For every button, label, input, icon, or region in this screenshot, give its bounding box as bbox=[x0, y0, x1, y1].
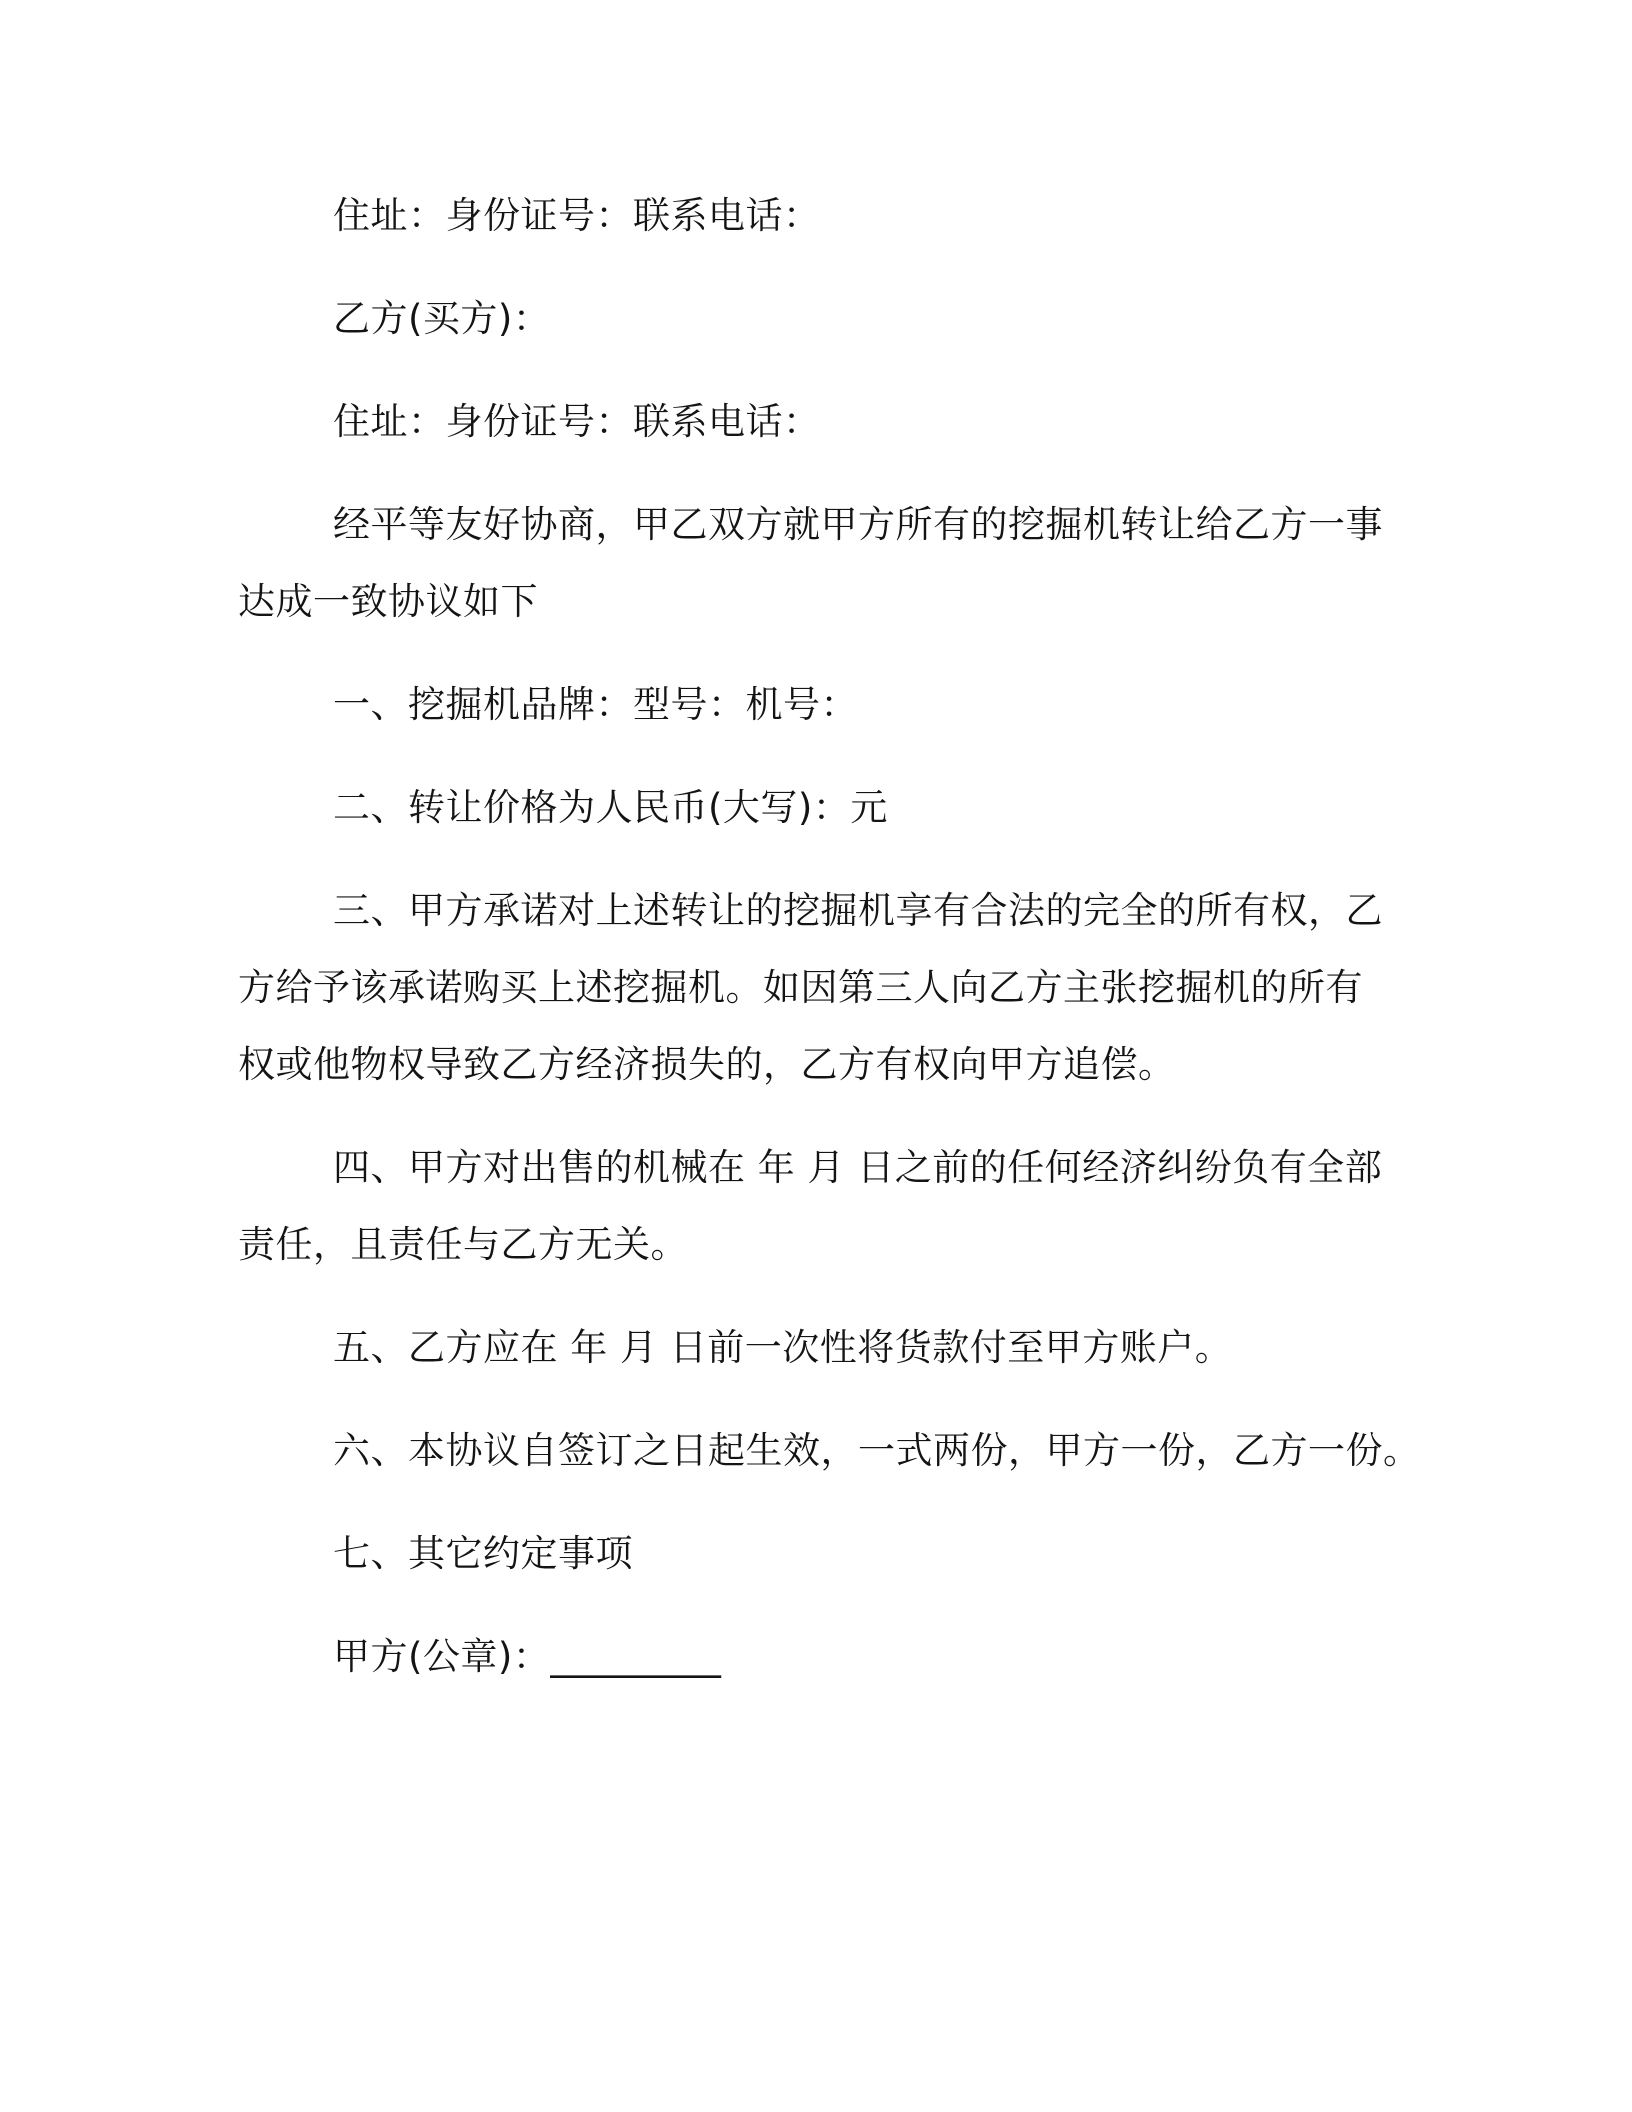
buyer-address-line: 住址：身份证号：联系电话： bbox=[333, 400, 821, 443]
clause-5: 五、乙方应在 年 月 日前一次性将货款付至甲方账户。 bbox=[333, 1326, 1233, 1369]
buyer-label: 乙方(买方)： bbox=[333, 297, 551, 340]
clause-1: 一、挖掘机品牌：型号：机号： bbox=[333, 683, 858, 726]
clause-3-line-1: 三、甲方承诺对上述转让的挖掘机享有合法的完全的所有权，乙 bbox=[333, 889, 1383, 932]
intro-line-2: 达成一致协议如下 bbox=[238, 580, 538, 623]
clause-4-line-1: 四、甲方对出售的机械在 年 月 日之前的任何经济纠纷负有全部 bbox=[333, 1146, 1383, 1189]
clause-6: 六、本协议自签订之日起生效，一式两份，甲方一份，乙方一份。 bbox=[333, 1429, 1421, 1472]
seller-address-line: 住址：身份证号：联系电话： bbox=[333, 194, 821, 237]
intro-line-1: 经平等友好协商，甲乙双方就甲方所有的挖掘机转让给乙方一事 bbox=[333, 503, 1383, 546]
clause-2: 二、转让价格为人民币(大写)：元 bbox=[333, 786, 888, 829]
party-a-seal-line: 甲方(公章)：_________ bbox=[333, 1635, 722, 1678]
clause-3-line-3: 权或他物权导致乙方经济损失的，乙方有权向甲方追偿。 bbox=[238, 1043, 1176, 1086]
clause-3-line-2: 方给予该承诺购买上述挖掘机。如因第三人向乙方主张挖掘机的所有 bbox=[238, 966, 1363, 1009]
clause-7: 七、其它约定事项 bbox=[333, 1532, 633, 1575]
clause-4-line-2: 责任，且责任与乙方无关。 bbox=[238, 1223, 688, 1266]
